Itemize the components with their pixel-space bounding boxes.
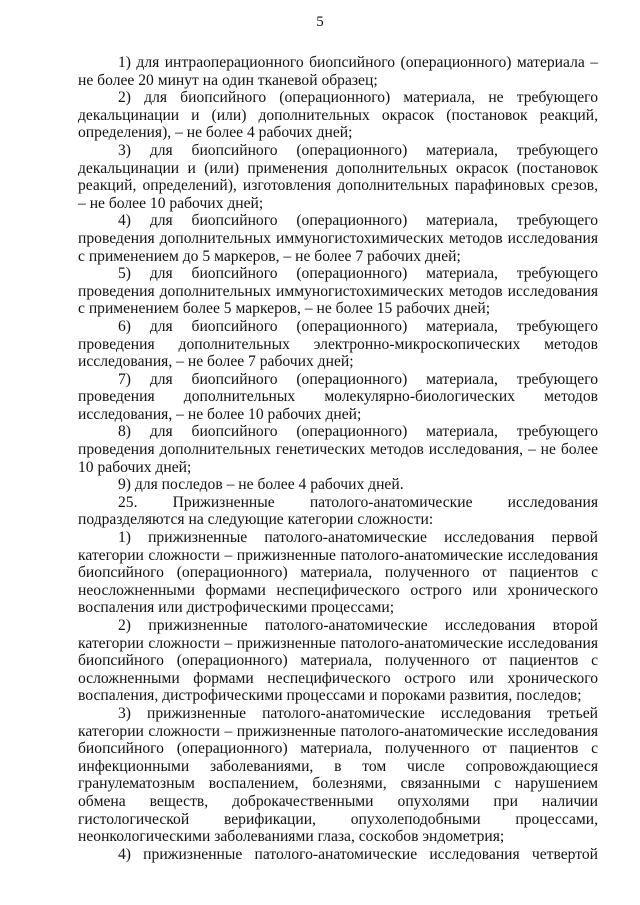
category-1-paragraph: 1) прижизненные патолого-анатомические исследования первой категории сложности – прижизненные патолого-анатомические исследования биопсийного (операционного) материала, полученного от пациентов с неосложненными формами неспецифического острого или хронического воспаления или дистрофическими процессами;	[78, 529, 598, 617]
section-25-intro: 25. Прижизненные патолого-анатомические исследования подразделяются на следующие категории сложности:	[78, 493, 598, 529]
paragraph-item-8: 8) для биопсийного (операционного) материала, требующего проведения дополнительных генетических методов исследования, – не более 10 рабочих дней;	[78, 423, 598, 476]
paragraph-item-7: 7) для биопсийного (операционного) материала, требующего проведения дополнительных молекулярно-биологических методов исследования, – не более 10 рабочих дней;	[78, 370, 598, 423]
category-3-paragraph: 3) прижизненные патолого-анатомические исследования третьей категории сложности – прижизненные патолого-анатомические исследования биопсийного (операционного) материала, полученного от пациентов с инфекционными заболеваниями, в том числе сопровождающиеся гранулематозным воспалением, болезнями, связанными с нарушением обмена веществ, доброкачественными опухолями при наличии гистологической верификации, опухолеподобными процессами, неонкологическими заболеваниями глаза, соскобов эндометрия;	[78, 704, 598, 846]
page-number: 5	[316, 14, 324, 30]
paragraph-item-1: 1) для интраоперационного биопсийного (операционного) материала – не более 20 минут на один тканевой образец;	[78, 54, 598, 89]
category-2-paragraph: 2) прижизненные патолого-анатомические исследования второй категории сложности – прижизненные патолого-анатомические исследования биопсийного (операционного) материала, полученного от пациентов с осложненными формами неспецифического острого или хронического воспаления, дистрофическими процессами и пороками развития, последов;	[78, 617, 598, 705]
paragraph-item-9: 9) для последов – не более 4 рабочих дней.	[118, 476, 404, 494]
paragraph-item-4: 4) для биопсийного (операционного) материала, требующего проведения дополнительных иммуногистохимических методов исследования с применением до 5 маркеров, – не более 7 рабочих дней;	[78, 212, 598, 265]
paragraph-item-6: 6) для биопсийного (операционного) материала, требующего проведения дополнительных электронно-микроскопических методов исследования, – не более 7 рабочих дней;	[78, 317, 598, 371]
document-body	[78, 54, 598, 863]
paragraph-item-2: 2) для биопсийного (операционного) материала, не требующего декальцинации и (или) дополнительных окрасок (постановок реакций, определения), – не более 4 рабочих дней;	[78, 89, 598, 142]
paragraph-item-5: 5) для биопсийного (операционного) материала, требующего проведения дополнительных иммуногистохимических методов исследования с применением более 5 маркеров, – не более 15 рабочих дней;	[78, 265, 598, 318]
category-4-paragraph: 4) прижизненные патолого-анатомические исследования четвертой	[118, 845, 598, 863]
paragraph-item-3: 3) для биопсийного (операционного) материала, требующего декальцинации и (или) применения дополнительных окрасок (постановок реакций, определений), изготовления дополнительных парафиновых срезов, – не более 10 рабочих дней;	[78, 141, 598, 212]
